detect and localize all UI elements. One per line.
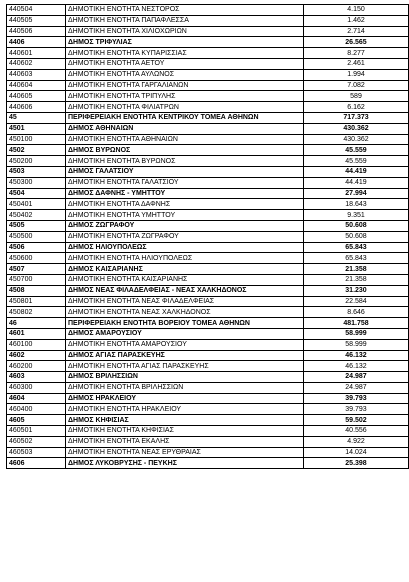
name-cell: ΔΗΜΟΤΙΚΗ ΕΝΟΤΗΤΑ ΧΙΛΙΟΧΩΡΙΩΝ xyxy=(66,26,304,37)
table-row xyxy=(7,404,409,415)
name-cell: ΔΗΜΟΣ ΑΜΑΡΟΥΣΙΟΥ xyxy=(66,328,304,339)
name-cell: ΔΗΜΟΣ ΔΑΦΝΗΣ - ΥΜΗΤΤΟΥ xyxy=(66,188,304,199)
population-cell: 4.150 xyxy=(304,5,409,16)
population-cell: 8.646 xyxy=(304,307,409,318)
table-row xyxy=(7,253,409,264)
code-cell: 450700 xyxy=(7,274,66,285)
table-row xyxy=(7,372,409,383)
population-cell: 430.362 xyxy=(304,123,409,134)
code-cell: 460100 xyxy=(7,339,66,350)
name-cell: ΔΗΜΟΣ ΗΡΑΚΛΕΙΟΥ xyxy=(66,393,304,404)
population-cell: 481.758 xyxy=(304,318,409,329)
code-cell: 460502 xyxy=(7,436,66,447)
population-cell: 50.608 xyxy=(304,231,409,242)
population-table xyxy=(6,4,409,469)
code-cell: 4503 xyxy=(7,166,66,177)
code-cell: 460501 xyxy=(7,426,66,437)
table-row xyxy=(7,156,409,167)
table-row xyxy=(7,415,409,426)
code-cell: 440605 xyxy=(7,91,66,102)
name-cell: ΔΗΜΟΤΙΚΗ ΕΝΟΤΗΤΑ ΝΕΑΣ ΕΡΥΘΡΑΙΑΣ xyxy=(66,447,304,458)
population-cell: 24.987 xyxy=(304,382,409,393)
name-cell: ΔΗΜΟΣ ΗΛΙΟΥΠΟΛΕΩΣ xyxy=(66,242,304,253)
code-cell: 440606 xyxy=(7,102,66,113)
table-row xyxy=(7,199,409,210)
name-cell: ΔΗΜΟΤΙΚΗ ΕΝΟΤΗΤΑ ΑΜΑΡΟΥΣΙΟΥ xyxy=(66,339,304,350)
table-row xyxy=(7,393,409,404)
table-row xyxy=(7,350,409,361)
name-cell: ΔΗΜΟΤΙΚΗ ΕΝΟΤΗΤΑ ΝΕΑΣ ΦΙΛΑΔΕΛΦΕΙΑΣ xyxy=(66,296,304,307)
name-cell: ΔΗΜΟΤΙΚΗ ΕΝΟΤΗΤΑ ΗΡΑΚΛΕΙΟΥ xyxy=(66,404,304,415)
code-cell: 440602 xyxy=(7,58,66,69)
population-cell: 2.461 xyxy=(304,58,409,69)
code-cell: 4501 xyxy=(7,123,66,134)
name-cell: ΔΗΜΟΤΙΚΗ ΕΝΟΤΗΤΑ ΚΑΙΣΑΡΙΑΝΗΣ xyxy=(66,274,304,285)
name-cell: ΔΗΜΟΣ ΝΕΑΣ ΦΙΛΑΔΕΛΦΕΙΑΣ - ΝΕΑΣ ΧΑΛΚΗΔΟΝΟΣ xyxy=(66,285,304,296)
code-cell: 460400 xyxy=(7,404,66,415)
table-row xyxy=(7,436,409,447)
name-cell: ΔΗΜΟΤΙΚΗ ΕΝΟΤΗΤΑ ΓΑΛΑΤΣΙΟΥ xyxy=(66,177,304,188)
population-cell: 31.230 xyxy=(304,285,409,296)
code-cell: 450802 xyxy=(7,307,66,318)
table-row xyxy=(7,102,409,113)
code-cell: 4508 xyxy=(7,285,66,296)
code-cell: 4506 xyxy=(7,242,66,253)
name-cell: ΔΗΜΟΤΙΚΗ ΕΝΟΤΗΤΑ ΠΑΠΑΦΛΕΣΣΑ xyxy=(66,15,304,26)
table-row xyxy=(7,339,409,350)
name-cell: ΔΗΜΟΤΙΚΗ ΕΝΟΤΗΤΑ ΖΩΓΡΑΦΟΥ xyxy=(66,231,304,242)
table-row xyxy=(7,220,409,231)
table-row xyxy=(7,382,409,393)
name-cell: ΔΗΜΟΤΙΚΗ ΕΝΟΤΗΤΑ ΒΡΙΛΗΣΣΙΩΝ xyxy=(66,382,304,393)
table-row xyxy=(7,188,409,199)
population-cell: 58.999 xyxy=(304,339,409,350)
table-row xyxy=(7,328,409,339)
code-cell: 440601 xyxy=(7,48,66,59)
code-cell: 4606 xyxy=(7,458,66,469)
population-cell: 1.462 xyxy=(304,15,409,26)
population-cell: 430.362 xyxy=(304,134,409,145)
table-row xyxy=(7,48,409,59)
table-row xyxy=(7,296,409,307)
name-cell: ΔΗΜΟΣ ΑΓΙΑΣ ΠΑΡΑΣΚΕΥΗΣ xyxy=(66,350,304,361)
table-row xyxy=(7,447,409,458)
code-cell: 4406 xyxy=(7,37,66,48)
table-row xyxy=(7,15,409,26)
code-cell: 4502 xyxy=(7,145,66,156)
code-cell: 4507 xyxy=(7,264,66,275)
population-cell: 22.584 xyxy=(304,296,409,307)
name-cell: ΔΗΜΟΣ ΒΡΙΛΗΣΣΙΩΝ xyxy=(66,372,304,383)
code-cell: 440603 xyxy=(7,69,66,80)
name-cell: ΠΕΡΙΦΕΡΕΙΑΚΗ ΕΝΟΤΗΤΑ ΒΟΡΕΙΟΥ ΤΟΜΕΑ ΑΘΗΝΩΝ xyxy=(66,318,304,329)
name-cell: ΔΗΜΟΤΙΚΗ ΕΝΟΤΗΤΑ ΦΙΛΙΑΤΡΩΝ xyxy=(66,102,304,113)
population-cell: 39.793 xyxy=(304,404,409,415)
name-cell: ΔΗΜΟΤΙΚΗ ΕΝΟΤΗΤΑ ΗΛΙΟΥΠΟΛΕΩΣ xyxy=(66,253,304,264)
name-cell: ΔΗΜΟΤΙΚΗ ΕΝΟΤΗΤΑ ΓΑΡΓΑΛΙΑΝΩΝ xyxy=(66,80,304,91)
code-cell: 450801 xyxy=(7,296,66,307)
table-row xyxy=(7,210,409,221)
name-cell: ΔΗΜΟΣ ΒΥΡΩΝΟΣ xyxy=(66,145,304,156)
code-cell: 4603 xyxy=(7,372,66,383)
population-cell: 8.277 xyxy=(304,48,409,59)
code-cell: 450600 xyxy=(7,253,66,264)
code-cell: 450200 xyxy=(7,156,66,167)
code-cell: 440504 xyxy=(7,5,66,16)
table-row xyxy=(7,274,409,285)
table-body xyxy=(7,5,409,469)
population-cell: 18.643 xyxy=(304,199,409,210)
table-row xyxy=(7,80,409,91)
table-row xyxy=(7,318,409,329)
table-row xyxy=(7,123,409,134)
table-row xyxy=(7,37,409,48)
name-cell: ΔΗΜΟΤΙΚΗ ΕΝΟΤΗΤΑ ΑΓΙΑΣ ΠΑΡΑΣΚΕΥΗΣ xyxy=(66,361,304,372)
table-row xyxy=(7,177,409,188)
table-row xyxy=(7,264,409,275)
population-cell: 45.559 xyxy=(304,145,409,156)
code-cell: 4601 xyxy=(7,328,66,339)
table-row xyxy=(7,231,409,242)
population-cell: 46.132 xyxy=(304,361,409,372)
name-cell: ΔΗΜΟΤΙΚΗ ΕΝΟΤΗΤΑ ΒΥΡΩΝΟΣ xyxy=(66,156,304,167)
table-row xyxy=(7,458,409,469)
population-cell: 59.502 xyxy=(304,415,409,426)
population-cell: 46.132 xyxy=(304,350,409,361)
population-cell: 65.843 xyxy=(304,253,409,264)
population-cell: 4.922 xyxy=(304,436,409,447)
name-cell: ΔΗΜΟΣ ΚΗΦΙΣΙΑΣ xyxy=(66,415,304,426)
population-cell: 7.082 xyxy=(304,80,409,91)
name-cell: ΔΗΜΟΤΙΚΗ ΕΝΟΤΗΤΑ ΑΘΗΝΑΙΩΝ xyxy=(66,134,304,145)
population-cell: 44.419 xyxy=(304,177,409,188)
population-cell: 1.994 xyxy=(304,69,409,80)
code-cell: 460300 xyxy=(7,382,66,393)
name-cell: ΔΗΜΟΣ ΖΩΓΡΑΦΟΥ xyxy=(66,220,304,231)
name-cell: ΔΗΜΟΤΙΚΗ ΕΝΟΤΗΤΑ ΚΗΦΙΣΙΑΣ xyxy=(66,426,304,437)
code-cell: 450100 xyxy=(7,134,66,145)
population-cell: 27.994 xyxy=(304,188,409,199)
code-cell: 450401 xyxy=(7,199,66,210)
population-cell: 45.559 xyxy=(304,156,409,167)
code-cell: 450402 xyxy=(7,210,66,221)
table-row xyxy=(7,426,409,437)
code-cell: 4604 xyxy=(7,393,66,404)
population-cell: 40.556 xyxy=(304,426,409,437)
population-cell: 50.608 xyxy=(304,220,409,231)
name-cell: ΔΗΜΟΤΙΚΗ ΕΝΟΤΗΤΑ ΑΥΛΩΝΟΣ xyxy=(66,69,304,80)
code-cell: 460200 xyxy=(7,361,66,372)
code-cell: 46 xyxy=(7,318,66,329)
table-row xyxy=(7,361,409,372)
table-row xyxy=(7,26,409,37)
population-cell: 14.024 xyxy=(304,447,409,458)
table-row xyxy=(7,112,409,123)
name-cell: ΔΗΜΟΤΙΚΗ ΕΝΟΤΗΤΑ ΝΕΣΤΟΡΟΣ xyxy=(66,5,304,16)
code-cell: 440506 xyxy=(7,26,66,37)
name-cell: ΔΗΜΟΤΙΚΗ ΕΝΟΤΗΤΑ ΑΕΤΟΥ xyxy=(66,58,304,69)
name-cell: ΔΗΜΟΤΙΚΗ ΕΝΟΤΗΤΑ ΥΜΗΤΤΟΥ xyxy=(66,210,304,221)
table-row xyxy=(7,242,409,253)
name-cell: ΔΗΜΟΤΙΚΗ ΕΝΟΤΗΤΑ ΕΚΑΛΗΣ xyxy=(66,436,304,447)
name-cell: ΔΗΜΟΣ ΑΘΗΝΑΙΩΝ xyxy=(66,123,304,134)
population-cell: 2.714 xyxy=(304,26,409,37)
code-cell: 440505 xyxy=(7,15,66,26)
population-cell: 6.162 xyxy=(304,102,409,113)
table-row xyxy=(7,58,409,69)
population-cell: 25.398 xyxy=(304,458,409,469)
population-cell: 39.793 xyxy=(304,393,409,404)
code-cell: 450300 xyxy=(7,177,66,188)
population-cell: 65.843 xyxy=(304,242,409,253)
table-row xyxy=(7,5,409,16)
table-row xyxy=(7,145,409,156)
code-cell: 4505 xyxy=(7,220,66,231)
population-cell: 589 xyxy=(304,91,409,102)
name-cell: ΔΗΜΟΣ ΛΥΚΟΒΡΥΣΗΣ - ΠΕΥΚΗΣ xyxy=(66,458,304,469)
table-row xyxy=(7,91,409,102)
code-cell: 45 xyxy=(7,112,66,123)
table-row xyxy=(7,134,409,145)
population-cell: 21.358 xyxy=(304,274,409,285)
population-cell: 717.373 xyxy=(304,112,409,123)
population-cell: 21.358 xyxy=(304,264,409,275)
code-cell: 440604 xyxy=(7,80,66,91)
name-cell: ΔΗΜΟΣ ΤΡΙΦΥΛΙΑΣ xyxy=(66,37,304,48)
name-cell: ΠΕΡΙΦΕΡΕΙΑΚΗ ΕΝΟΤΗΤΑ ΚΕΝΤΡΙΚΟΥ ΤΟΜΕΑ ΑΘΗΝΩΝ xyxy=(66,112,304,123)
population-cell: 9.351 xyxy=(304,210,409,221)
name-cell: ΔΗΜΟΣ ΓΑΛΑΤΣΙΟΥ xyxy=(66,166,304,177)
population-cell: 58.999 xyxy=(304,328,409,339)
table-row xyxy=(7,69,409,80)
population-cell: 24.987 xyxy=(304,372,409,383)
name-cell: ΔΗΜΟΣ ΚΑΙΣΑΡΙΑΝΗΣ xyxy=(66,264,304,275)
table-row xyxy=(7,285,409,296)
table-row xyxy=(7,307,409,318)
population-cell: 44.419 xyxy=(304,166,409,177)
name-cell: ΔΗΜΟΤΙΚΗ ΕΝΟΤΗΤΑ ΤΡΙΠΥΛΗΣ xyxy=(66,91,304,102)
code-cell: 4605 xyxy=(7,415,66,426)
name-cell: ΔΗΜΟΤΙΚΗ ΕΝΟΤΗΤΑ ΚΥΠΑΡΙΣΣΙΑΣ xyxy=(66,48,304,59)
code-cell: 460503 xyxy=(7,447,66,458)
name-cell: ΔΗΜΟΤΙΚΗ ΕΝΟΤΗΤΑ ΝΕΑΣ ΧΑΛΚΗΔΟΝΟΣ xyxy=(66,307,304,318)
population-cell: 26.565 xyxy=(304,37,409,48)
code-cell: 4504 xyxy=(7,188,66,199)
code-cell: 450500 xyxy=(7,231,66,242)
table-row xyxy=(7,166,409,177)
name-cell: ΔΗΜΟΤΙΚΗ ΕΝΟΤΗΤΑ ΔΑΦΝΗΣ xyxy=(66,199,304,210)
code-cell: 4602 xyxy=(7,350,66,361)
